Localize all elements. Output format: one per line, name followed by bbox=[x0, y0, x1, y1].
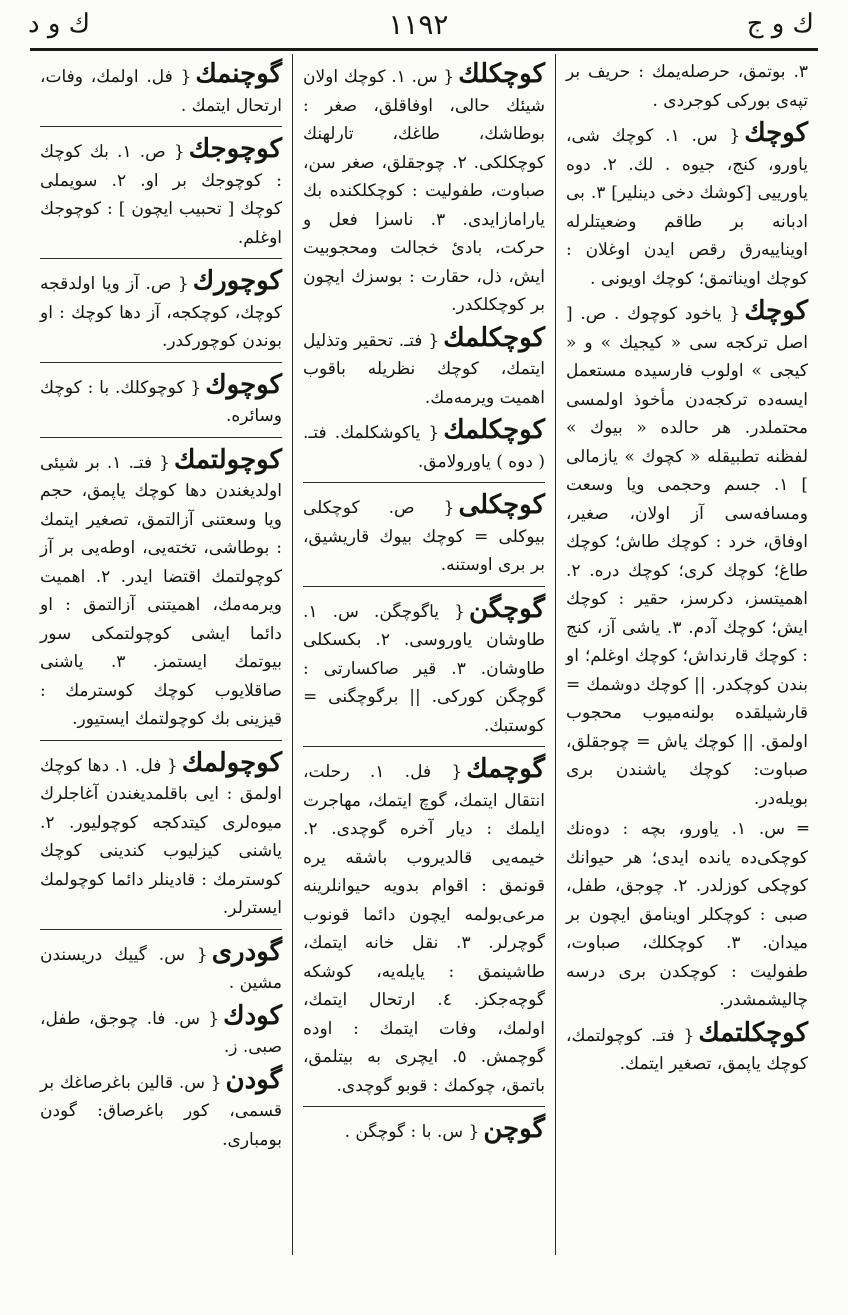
entry-definition: { یاخود کوچوك . ص. [ اصل ترکجه سی « کیجیك » و « کیجی » اولوب فارسیده مستعمل ایسه‌ده ترکجه‌دن مأخوذ اولمسی محتملدر. هر حالده « بیوك » لفظنه تطبیقله « کچوك » یازمالی ] ١. جسم وحجمی ویا وسعت ومسافه‌سی آز اولان، صغیر، اوفاق، خرد : کوچك طاش؛ کوچك طاغ؛ کوچك کری؛ کوچك دره. ٢. اهمیتسز، دکرسز، حقیر : کوچك ایش؛ کوچك آدم. ٣. یاشی آز، کنج : کوچك قارنداش؛ کوچك اوغلم؛ او بندن کوچکدر. || کوچك دوشمك = قارشیلقده بولنه‌میوب محجوب اولمق. || کوچك یاش = چوجقلق، صباوت: کوچك یاشندن بری بویله‌در. bbox=[566, 304, 808, 809]
entry-definition: { س. گییك دریسندن مشین . bbox=[40, 944, 282, 993]
entry-definition: { س. ١. کوچك شی، یاورو، کنج، جیوه . لك. ٢. دوه یاورییی [کوشك دخی دینلیر] ٣. بی ادبانه بر طاقم وضعیتلرله اویناییه‌رق رقص ایدن اوغلان : کوچك اویناتمق؛ کوچك اویونی . bbox=[566, 126, 809, 289]
dictionary-entry bbox=[40, 362, 282, 431]
dictionary-entry bbox=[40, 126, 282, 252]
guide-word-right: ك و ج bbox=[746, 9, 814, 39]
entry-headword: گودن bbox=[225, 1064, 282, 1095]
dictionary-entry bbox=[303, 482, 545, 580]
entry-headword: کوچوجك bbox=[188, 134, 282, 164]
entry-headword: کودك bbox=[223, 1000, 282, 1031]
entry-definition: ٣. بوتمق، حرصله‌یمك : حریف بر تپه‌ی بورکی کوجردی . bbox=[566, 62, 808, 111]
entry-headword: کوچولمك bbox=[181, 747, 282, 778]
entry-definition: { س. با : گوچگن . bbox=[344, 1122, 480, 1142]
entry-headword: گوچن bbox=[483, 1114, 545, 1144]
dictionary-entry bbox=[303, 322, 545, 413]
entry-definition: { ص. ١. بك کوچك : کوچوجك بر او. ٢. سویملی کوچك [ تحبیب ایچون ] : کوچوجك اوغلم. bbox=[40, 142, 282, 248]
entry-headword: کوچکلمك bbox=[443, 415, 545, 445]
entry-definition: ═ س. ١. یاورو، بچه : دوه‌نك کوچکی‌ده یانده ایدی؛ هر حیوانك کوچکی کوزلدر. ٢. چوجق، طفل، صبی : کوچکلر اوینامق ایچون بر میدان. ٣. کوچکلك، صباوت، طفولیت : کوچکدن بری درسه چالیشمشدر. bbox=[566, 819, 809, 1010]
entry-headword: کوچك bbox=[744, 118, 809, 148]
entry-headword: کوچکلی bbox=[458, 490, 545, 520]
entry-headword: گودری bbox=[211, 936, 282, 967]
dictionary-entry bbox=[40, 437, 282, 734]
entry-definition: { فتـ. تحقیر وتذلیل ایتمك، کوچك نظریله باقوب اهمیت ویرمه‌مك. bbox=[303, 330, 545, 408]
column-right bbox=[556, 54, 818, 1255]
entry-headword: گوچگن bbox=[468, 593, 545, 624]
dictionary-entry bbox=[40, 929, 282, 998]
entry-headword: کوچوك bbox=[205, 369, 282, 400]
dictionary-entry bbox=[566, 295, 808, 813]
entry-headword: گوچمك bbox=[466, 754, 546, 784]
dictionary-entry bbox=[303, 58, 545, 320]
entry-definition: { فل. ١. رحلت، انتقال ایتمك، گوچ ایتمك، مهاجرت ایلمك : دیار آخره گوچدی. ٢. خیمه‌یی قالدیروب باشقه یره قونمق : اقوام بدویه حیوانلرینه مرعی‌بولمه ایچون دائما قونوب گوچرلر. ٣. نقل خانه ایتمك، طاشینمق : یایله‌یه، کوشکه گوچه‌جکز. ٤. ارتحال ایتمك، اولمك، وفات ایتمك : اوده گوچمش. ٥. ایچری به بیتلمق، باتمق، چوکمك : قوبو گوچدی. bbox=[303, 762, 545, 1096]
dictionary-entry bbox=[566, 815, 808, 1015]
entry-definition: { س. فا. چوجق، طفل، صبی. ز. bbox=[40, 1008, 282, 1057]
entry-definition: { فتـ. ١. بر شیئی اولدیغندن دها کوچك یاپمق، حجم ویا وسعتنی آزالتمق، تصغیر ایتمك : بوطاشی، تخته‌یی، اوطه‌یی بر آز کوچولتمك اقتضا ایدر. ٢. اهمیت ویرمه‌مك، اهمیتنی آزالتمق : او دائما ایشی کوچولتمکی سور بیوتمك ایستمز. ٣. یاشنی صاقلایوب کوچك کوسترمك : قیزینی بك کوچولتمك ایستیور. bbox=[40, 452, 283, 729]
dictionary-entry bbox=[40, 258, 282, 356]
dictionary-entry bbox=[303, 746, 545, 1100]
column-middle bbox=[293, 54, 556, 1255]
entry-headword: کوچولتمك bbox=[173, 444, 282, 475]
entry-definition: { س. ١. کوچك اولان شیئك حالی، اوفاقلق، صغر : بوطاشك، طاغك، تارلهنك کوچکلکی. ٢. چوجقلق، صغر سن، صباوت، طفولیت : کوچکلکنده بك یارامازایدی. ٣. ناسزا فعل و حرکت، بادیٔ خجالت ومحجوبیت ایش، ذل، حقارت : بوسزك ایچون بر کوچکلکدر. bbox=[303, 67, 546, 315]
dictionary-entry bbox=[40, 1000, 282, 1062]
page-number: ١١٩٢ bbox=[388, 7, 449, 41]
entry-headword: کوچکلتمك bbox=[698, 1017, 808, 1048]
entry-definition: { فل. اولمك، وفات، ارتحال ایتمك . bbox=[40, 67, 282, 116]
header-rule bbox=[30, 48, 818, 51]
entry-headword: کوچکلك bbox=[458, 59, 545, 89]
entry-definition: { یاکوشکلمك. فتـ. ( دوه ) یاورولا‌مق. bbox=[303, 423, 545, 472]
entry-headword: کوچك bbox=[744, 296, 808, 326]
dictionary-entry bbox=[566, 1017, 808, 1079]
dictionary-entry bbox=[566, 58, 808, 115]
column-left bbox=[30, 54, 293, 1255]
dictionary-entry bbox=[40, 740, 282, 923]
entry-definition: { ص. کوچکلی بیوکلی = کوچك بیوك قاریشیق، بر بری اوستنه. bbox=[303, 498, 545, 575]
entry-definition: { ص. آز ویا اولدقجه کوچك، کوچکجه، آز دها کوچك : او بوندن کوچورکدر. bbox=[40, 274, 282, 351]
entry-definition: { فتـ. کوچولتمك، کوچك یاپمق، تصغیر ایتمك. bbox=[566, 1025, 808, 1074]
dictionary-entry bbox=[40, 58, 282, 120]
columns bbox=[30, 54, 818, 1255]
dictionary-entry bbox=[40, 1064, 282, 1155]
entry-definition: { فل. ١. دها کوچك اولمق : ایی باقلمدیغندن آغاجلرك میوه‌لری کیتدکجه کوچولیور. ٢. یاشنی کیزلیوب کندینی کوچك کوسترمك : قادینلر دائما کوچولمك ایسترلر. bbox=[40, 755, 282, 918]
dictionary-entry bbox=[303, 586, 545, 741]
entry-headword: کوچکلمك bbox=[443, 322, 545, 353]
entry-definition: { س. قالین باغرصاغك بر قسمی، کور باغرصاق: گودن بومباری. bbox=[40, 1072, 282, 1150]
dictionary-entry bbox=[303, 1106, 545, 1147]
guide-word-left: ك و د bbox=[28, 9, 91, 39]
dictionary-entry bbox=[303, 414, 545, 476]
entry-headword: کوچورك bbox=[192, 266, 282, 296]
entry-definition: { یاگوچگن. س. ١. طاوشان یاورو‌سی. ٢. بکسکلی طاوشان. ٣. قیر صاکسارتی : گوچگن کورکی. || برگوچگنی = کوستبك. bbox=[303, 601, 545, 736]
entry-definition: { کوچوکلك. با : کوچك وسائره. bbox=[40, 377, 282, 426]
page-header bbox=[28, 6, 820, 42]
dictionary-entry bbox=[566, 117, 808, 293]
entry-headword: گوچنمك bbox=[195, 59, 282, 89]
